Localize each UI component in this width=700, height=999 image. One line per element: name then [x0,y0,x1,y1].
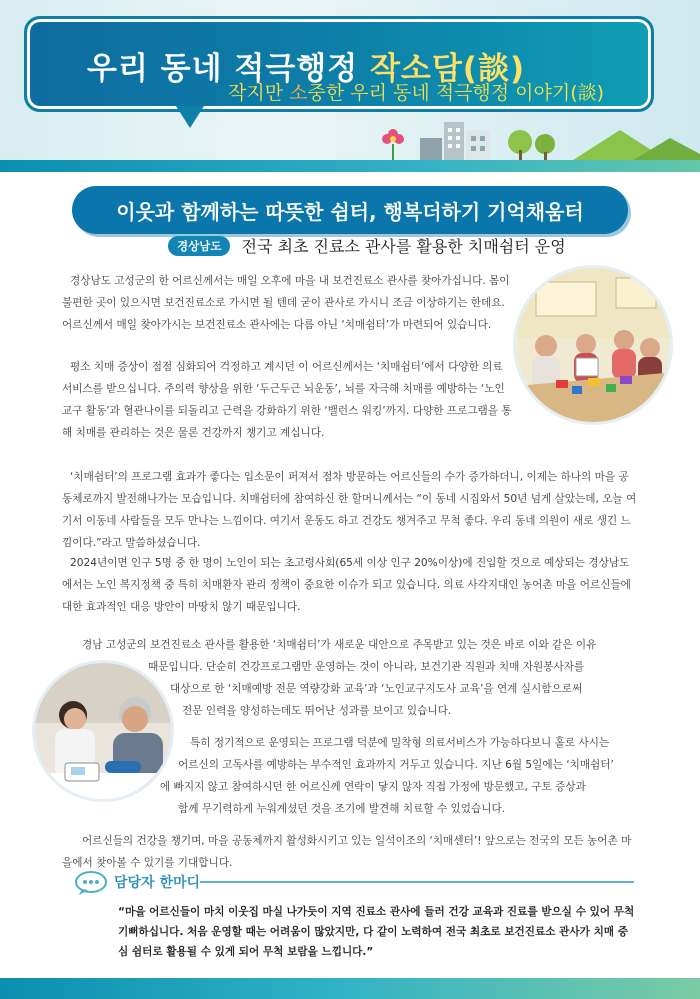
village-skyline-illustration [380,120,700,162]
staff-comment-label: 담당자 한마디 [114,875,201,891]
series-title-accent: 작소담(談) [369,51,526,87]
tree-icon [508,130,555,162]
series-title-main: 우리 동네 적극행정 [87,51,370,87]
blood-pressure-check-illustration [35,663,174,802]
flower-icon [382,129,404,162]
body-paragraph-6-line-4: 함께 무기력하게 누워계셨던 것을 조기에 발견해 치료할 수 있었습니다. [178,803,506,815]
body-paragraph-5-line-2: 때문입니다. 단순히 건강프로그램만 운영하는 것이 아니라, 보건기관 직원과 치매 자원봉사자를 [148,661,585,673]
header-color-band [0,160,700,172]
page-header [0,0,700,172]
speech-bubble-icon [74,870,108,896]
body-paragraph-4: 2024년이면 인구 5명 중 한 명이 노인이 되는 초고령사회(65세 이상 인구 20%이상)에 진입할 것으로 예상되는 경상남도에서는 노인 복지정책 중 특히 치매환자 관리 정책이 중요한 이슈가 되고 있습니다. 의료 사각지대인 농어촌 마을 어르신들에 대한 효과적인 대응 방안이 마땅치 않기 때문입니다. [62,557,631,613]
article-subtitle: 전국 최초 진료소 관사를 활용한 치매쉼터 운영 [241,237,566,256]
article-title-box [72,186,628,234]
region-badge: 경상남도 [168,236,230,256]
article-subtitle-row [168,234,566,258]
series-subtitle-part2: 중한 우리 동네 적극행정 이야기(談) [307,82,605,104]
article-title: 이웃과 함께하는 따뜻한 쉼터, 행복더하기 기억채움터 [116,200,584,224]
body-paragraph-7: 어르신들의 건강을 챙기며, 마을 공동체까지 활성화시키고 있는 일석이조의 ‘치매센터’! 앞으로는 전국의 모든 농어촌 마을에서 찾아볼 수 있기를 기대합니다. [62,835,632,869]
body-paragraph-2: 평소 치매 증상이 점점 심화되어 걱정하고 계시던 이 어르신께서는 ‘치매쉼터’에서 다양한 의료서비스를 받으십니다. 주의력 향상을 위한 ‘두근두근 뇌운동’, 뇌를 자극해 치매를 예방하는 ‘노인교구 활동’과 혈관나이를 되돌리고 근력을 강화하기 위한 ‘밸런스 워킹’까지. 다양한 프로그램을 통해 치매를 관리하는 것은 물론 건강까지 챙기고 계십니다. [62,361,512,439]
hill-icon [570,130,700,162]
body-paragraph-3: ‘치매쉼터’의 프로그램 효과가 좋다는 입소문이 퍼져서 점차 방문하는 어르신들의 수가 증가하더니, 이제는 하나의 마을 공동체로까지 발전해나가는 모습입니다. 치매쉼터에 참여하신 한 할머니께서는 “이 동네 시집와서 50년 넘게 살았는데, 오늘 여기서 이동네 사람들을 모두 만나는 느낌이다. 여기서 운동도 하고 건강도 챙겨주고 무척 좋다. 우리 동네 의원이 새로 생긴 느낌이다.”라고 말씀하셨습니다. [62,471,637,549]
body-paragraph-5-line-4: 전문 인력을 양성하는데도 뛰어난 성과를 보이고 있습니다. [182,705,452,717]
dementia-shelter-photo [513,265,673,425]
series-subtitle-accent: 소 [289,82,308,104]
speech-bubble-tail [176,106,204,128]
body-paragraph-5-line-3: 대상으로 한 ‘치매예방 전문 역량강화 교육’과 ‘노인교구지도사 교육’을 연계 실시함으로써 [170,683,583,695]
comment-divider [200,881,634,883]
series-subtitle-part1: 작지만 [228,82,290,104]
health-check-photo [32,660,174,802]
body-paragraph-5-line-1: 경남 고성군의 보건진료소 관사를 활용한 ‘치매쉼터’가 새로운 대안으로 주목받고 있는 것은 바로 이와 같은 이유 [82,639,597,651]
building-icon [420,122,490,162]
footer-color-band [0,978,700,999]
staff-comment-quote: “마을 어르신들이 마치 이웃집 마실 나가듯이 지역 진료소 관사에 들러 건강 교육과 진료를 받으실 수 있어 무척 기뻐하십니다. 처음 운영할 때는 어려움이 많았지만, 다 같이 노력하여 전국 최초로 보건진료소 관사가 치매 중심 쉼터로 활용될 수 있게 되어 무척 보람을 느낍니다.” [118,906,635,958]
body-paragraph-6-line-1: 특히 정기적으로 운영되는 프로그램 덕분에 밀착형 의료서비스가 가능하다보니 홀로 사시는 [190,737,610,749]
series-subtitle [228,78,604,105]
seniors-at-table-illustration [516,268,673,425]
body-paragraph-6-line-2: 어르신의 고독사를 예방하는 부수적인 효과까지 거두고 있습니다. 지난 6월 5일에는 ‘치매쉼터’ [178,759,614,771]
body-paragraph-6-line-3: 에 빠지지 않고 참여하시던 한 어르신께 연락이 닿지 않자 직접 가정에 방문했고, 구토 증상과 [160,781,586,793]
body-paragraph-1: 경상남도 고성군의 한 어르신께서는 매일 오후에 마을 내 보건진료소 관사를 찾아가십니다. 몸이 불편한 곳이 있으시면 보건진료소로 가시면 될 텐데 굳이 관사로 가시니 조금 이상하기는 한데요. 어르신께서 매일 찾아가시는 보건진료소 관사에는 다름 아닌 ‘치매쉼터’가 마련되어 있습니다. [62,275,510,331]
